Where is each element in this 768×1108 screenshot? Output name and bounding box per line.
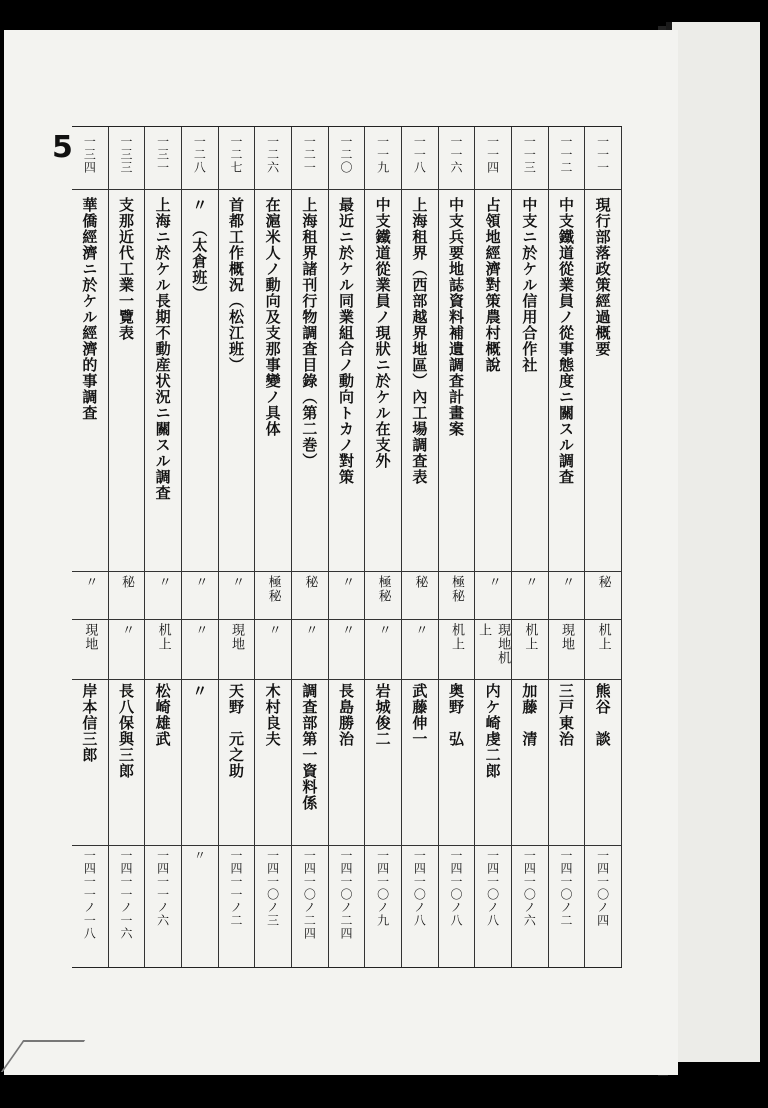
date-cell [182,849,218,961]
date-cell [292,849,328,961]
author: 天野 元之助 [226,683,245,779]
location: 〃 [338,623,354,637]
date-cell [329,849,365,961]
classification: 〃 [228,575,244,589]
report-title-cell [365,197,401,567]
location: 〃 [118,623,134,637]
classification: 〃 [558,575,574,589]
table-row [219,127,256,967]
table-row [402,127,439,967]
report-title: 最近ニ於ケル同業組合ノ動向トカノ對策 [336,197,355,485]
classification: 〃 [522,575,538,589]
location-cell [109,623,145,675]
date: 一四一一ノ一六 [118,849,133,940]
report-title: 中支ニ於ケル信用合作社 [520,197,539,373]
location: 現地 [228,623,244,651]
table-row [475,127,512,967]
report-title-cell [109,197,145,567]
report-title: 上海租界諸刊行物調査目錄（第二巻） [300,197,319,469]
date-cell [109,849,145,961]
author-cell [109,683,145,841]
row-number-cell [512,135,548,187]
classification: 秘 [302,575,318,589]
report-title-cell [292,197,328,567]
location-cell [549,623,585,675]
author: 〃 [190,683,209,699]
row-number-cell [439,135,475,187]
author: 熊谷 談 [593,683,612,747]
classification-cell [329,575,365,615]
classification-cell [475,575,511,615]
location: 〃 [412,623,428,637]
date: 一四一〇ノ九 [375,849,390,927]
classification: 秘 [412,575,428,589]
classification-cell [292,575,328,615]
classification-cell [182,575,218,615]
row-number: 一二一 [302,135,317,174]
report-title: 中支兵要地誌資料補遺調査計畫案 [446,197,465,437]
row-number: 一一三 [522,135,537,174]
classification: 極秘 [265,575,281,603]
author-cell [475,683,511,841]
classification: 〃 [192,575,208,589]
classification: 秘 [595,575,611,589]
location-cell [182,623,218,675]
classification: 〃 [155,575,171,589]
row-number-cell [109,135,145,187]
row-number-cell [145,135,181,187]
author-cell [365,683,401,841]
report-title: 中支鐵道從業員ノ現狀ニ於ケル在支外 [373,197,392,469]
author: 長八保與三郎 [116,683,135,779]
report-title: 在滬米人ノ動向及支那事變ノ具体 [263,197,282,437]
date: 一四一一ノ一八 [82,849,97,940]
report-title-cell [255,197,291,567]
row-number-cell [72,135,108,187]
row-number: 一二六 [265,135,280,174]
classification-cell [365,575,401,615]
table-row [585,127,622,967]
author: 木村良夫 [263,683,282,747]
report-title-cell [72,197,108,567]
author-cell [255,683,291,841]
date-cell [549,849,585,961]
row-number-cell [365,135,401,187]
report-title: 上海ニ於ケル長期不動産状況ニ關スル調査 [153,197,172,501]
location-cell [585,623,621,675]
row-number: 一三四 [82,135,97,174]
table-row [72,127,109,967]
location: 現地机上 [476,623,511,665]
row-number: 一二〇 [338,135,353,174]
date-cell [475,849,511,961]
author-cell [292,683,328,841]
author: 調査部第一資料係 [300,683,319,811]
author-cell [182,683,218,841]
row-number-cell [402,135,438,187]
classification-cell [402,575,438,615]
author-cell [439,683,475,841]
table-row [255,127,292,967]
row-number: 一一二 [558,135,573,174]
report-title: 上海租界（西部越界地區）內工場調査表 [410,197,429,485]
table-row [512,127,549,967]
classification-cell [439,575,475,615]
location-cell [402,623,438,675]
date: 一四一〇ノ八 [485,849,500,927]
table-row [145,127,182,967]
row-number: 一一六 [448,135,463,174]
location: 〃 [302,623,318,637]
date-cell [512,849,548,961]
classification-cell [549,575,585,615]
location: 〃 [375,623,391,637]
row-number-cell [219,135,255,187]
row-number-cell [182,135,218,187]
location: 机上 [595,623,611,651]
table-row [439,127,476,967]
row-number-cell [475,135,511,187]
date: 一四一〇ノ二四 [338,849,353,940]
date: 一四一〇ノ八 [412,849,427,927]
date: 一四一一ノ二 [228,849,243,927]
classification-cell [512,575,548,615]
report-title: 占領地經濟對策農村概說 [483,197,502,373]
report-title: 首都工作概況（松江班） [226,197,245,373]
date-cell [365,849,401,961]
author: 内ケ崎虔二郎 [483,683,502,779]
adjacent-page [666,22,760,1062]
date: 一四一〇ノ二四 [302,849,317,940]
author-cell [549,683,585,841]
author-cell [145,683,181,841]
location-cell [292,623,328,675]
row-number: 一一八 [412,135,427,174]
classification: 極秘 [448,575,464,603]
row-number-cell [585,135,621,187]
table-row [329,127,366,967]
classification: 極秘 [375,575,391,603]
date-cell [72,849,108,961]
author: 岩城俊二 [373,683,392,747]
row-number: 一二八 [192,135,207,174]
classification-cell [585,575,621,615]
row-number: 一三三 [118,135,133,174]
report-title-cell [439,197,475,567]
author: 長島勝治 [336,683,355,747]
author: 松崎雄武 [153,683,172,747]
location-cell [255,623,291,675]
report-title-cell [549,197,585,567]
location-cell [219,623,255,675]
table-row [549,127,586,967]
report-title: 支那近代工業一覽表 [116,197,135,341]
report-title-cell [145,197,181,567]
author-cell [402,683,438,841]
location: 机上 [522,623,538,651]
location-cell [72,623,108,675]
report-title-cell [512,197,548,567]
report-title-cell [182,197,218,567]
catalog-table [72,126,622,968]
date-cell [145,849,181,961]
report-title-cell [219,197,255,567]
row-number-cell [549,135,585,187]
author-cell [72,683,108,841]
author-cell [585,683,621,841]
row-number: 一一九 [375,135,390,174]
row-number-cell [255,135,291,187]
report-title-cell [585,197,621,567]
author-cell [329,683,365,841]
location-cell [512,623,548,675]
author-cell [512,683,548,841]
location: 現地 [558,623,574,651]
report-title: 華僑經濟ニ於ケル經濟的事調査 [80,197,99,421]
date-cell [402,849,438,961]
classification-cell [109,575,145,615]
date-cell [439,849,475,961]
classification: 〃 [338,575,354,589]
author: 岸本信三郎 [80,683,99,763]
report-title: 中支鐵道從業員ノ從事態度ニ關スル調査 [556,197,575,485]
date: 一四一〇ノ二 [558,849,573,927]
classification-cell [72,575,108,615]
table-row [365,127,402,967]
report-title-cell [475,197,511,567]
location-cell [365,623,401,675]
location: 〃 [265,623,281,637]
classification: 〃 [82,575,98,589]
location-cell [145,623,181,675]
classification-cell [219,575,255,615]
row-number: 一一四 [485,135,500,174]
location: 〃 [192,623,208,637]
location-cell [329,623,365,675]
row-number-cell [329,135,365,187]
classification-cell [255,575,291,615]
row-number: 一三一 [155,135,170,174]
date: 一四一〇ノ六 [522,849,537,927]
date: 〃 [192,849,207,862]
row-number: 一二七 [228,135,243,174]
table-row [292,127,329,967]
author: 加藤 清 [520,683,539,747]
report-title-cell [402,197,438,567]
date: 一四一〇ノ四 [595,849,610,927]
date-cell [255,849,291,961]
date-cell [585,849,621,961]
date: 一四一一ノ六 [155,849,170,927]
author-cell [219,683,255,841]
row-number-cell [292,135,328,187]
date: 一四一〇ノ八 [448,849,463,927]
date: 一四一〇ノ三 [265,849,280,927]
page-mark: 5 [52,130,73,165]
classification: 〃 [485,575,501,589]
report-title: 〃 （太倉班） [190,197,209,302]
location-cell [439,623,475,675]
author: 奥野 弘 [446,683,465,747]
classification-cell [145,575,181,615]
table-row [182,127,219,967]
location-cell [475,623,511,675]
date-cell [219,849,255,961]
author: 三戸東治 [556,683,575,747]
row-number: 一一一 [595,135,610,174]
table-row [109,127,146,967]
report-title-cell [329,197,365,567]
location: 机上 [155,623,171,651]
author: 武藤伸一 [410,683,429,747]
location: 現地 [82,623,98,651]
report-title: 現行部落政策經過概要 [593,197,612,357]
classification: 秘 [118,575,134,589]
location: 机上 [448,623,464,651]
